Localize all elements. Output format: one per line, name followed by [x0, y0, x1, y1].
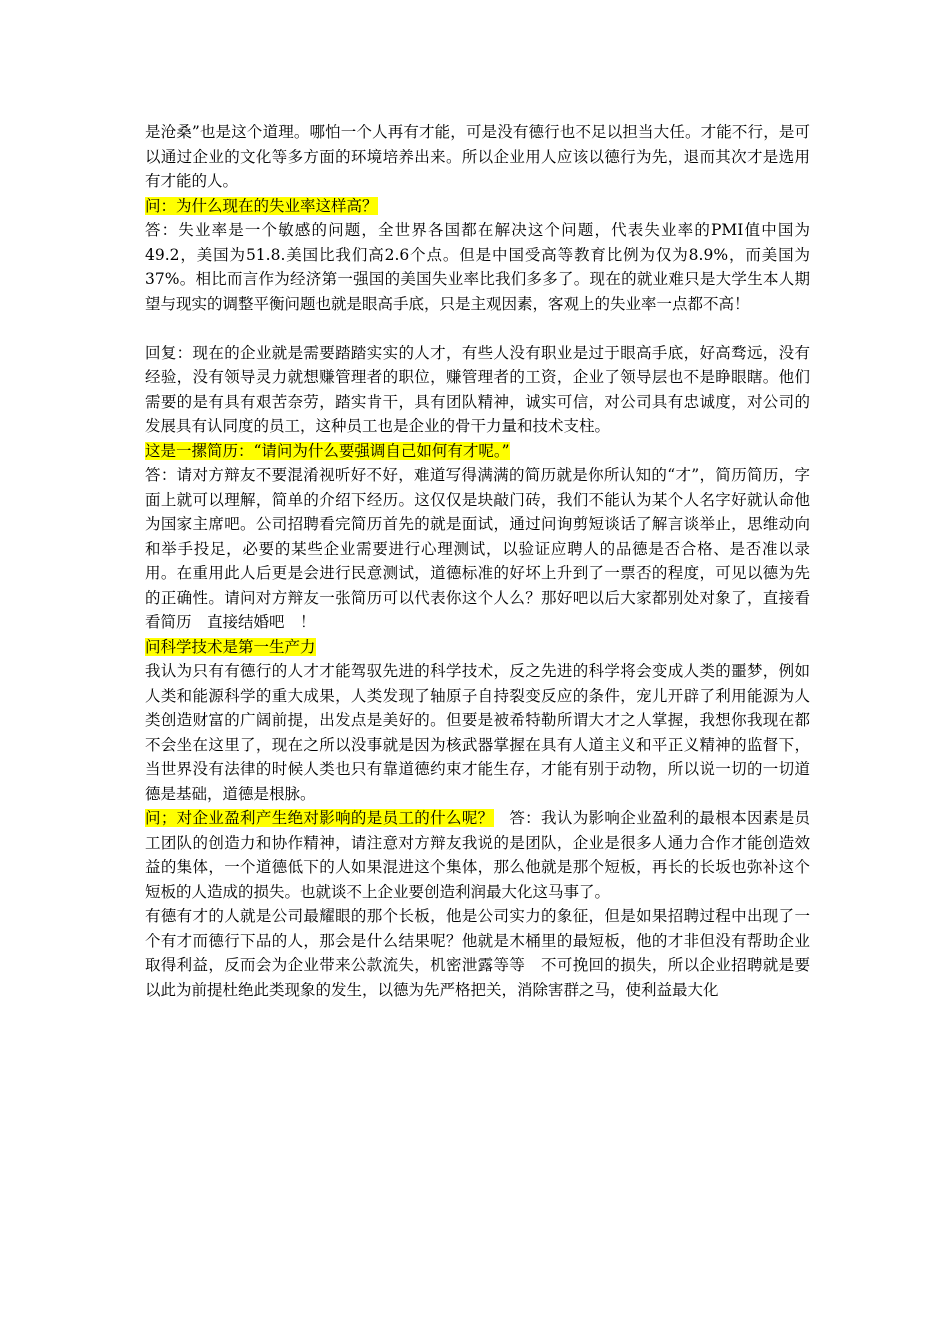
document-page [145, 120, 810, 1002]
paragraph-conclusion: 有德有才的人就是公司最耀眼的那个长板，他是公司实力的象征，但是如果招聘过程中出现了一个有才而德行下品的人，那会是什么结果呢？他就是木桶里的最短板，他的才非但没有帮助企业取得利益，反而会为企业带来公款流失，机密泄露等等 不可挽回的损失，所以企业招聘就是要以此为前提杜绝此类现象的发生，以德为先严格把关，消除害群之马，使利益最大化 [145, 907, 810, 999]
question-unemployment [145, 194, 810, 219]
question-technology [145, 635, 810, 660]
paragraph-intro: 是沧桑”也是这个道理。哪怕一个人再有才能，可是没有德行也不足以担当大任。才能不行，是可以通过企业的文化等多方面的环境培养出来。所以企业用人应该以德行为先，退而其次才是选用有才能的人。 [145, 123, 810, 190]
answer-unemployment: 答：失业率是一个敏感的问题，全世界各国都在解决这个问题，代表失业率的PMI值中国为49.2，美国为51.8.美国比我们高2.6个点。但是中国受高等教育比例为仅为8.9%，而美国为37%。相比而言作为经济第一强国的美国失业率比我们多多了。现在的就业难只是大学生本人期望与现实的调整平衡问题也就是眼高手底，只是主观因素，客观上的失业率一点都不高！ [145, 221, 810, 313]
question-profit [145, 806, 810, 904]
blank-line [145, 316, 810, 341]
question-technology-highlight: 问科学技术是第一生产力 [145, 637, 316, 656]
reply-paragraph: 回复：现在的企业就是需要踏踏实实的人才，有些人没有职业是过于眼高手底，好高骛远，没有经验，没有领导灵力就想赚管理者的职位，赚管理者的工资，企业了领导层也不是睁眼瞎。他们需要的是有具有艰苦奈劳，踏实肯干，具有团队精神，诚实可信，对公司具有忠诚度，对公司的发展具有认同度的员工，这种员工也是企业的骨干力量和技术支柱。 [145, 343, 810, 435]
answer-resume: 答：请对方辩友不要混淆视听好不好，难道写得满满的简历就是你所认知的“才”，简历简历，字面上就可以理解，简单的介绍下经历。这仅仅是块敲门砖，我们不能认为某个人名字好就认命他为国家主席吧。公司招聘看完简历首先的就是面试，通过问询剪短谈话了解言谈举止，思维动向和举手投足，必要的某些企业需要进行心理测试，以验证应聘人的品德是否合格、是否准以录用。在重用此人后更是会进行民意测试，道德标准的好坏上升到了一票否的程度，可见以德为先的正确性。请问对方辩友一张简历可以代表你这个人么？那好吧以后大家都别处对象了，直接看看简历 直接结婚吧 ！ [145, 466, 810, 631]
question-resume-highlight: 这是一摞简历：“请问为什么要强调自己如何有才呢。” [145, 441, 510, 460]
answer-profit: 答：我认为影响企业盈利的最根本因素是员工团队的创造力和协作精神，请注意对方辩友我说的是团队，企业是很多人通力合作才能创造效益的集体，一个道德低下的人如果混进这个集体，那么他就是那个短板，再长的长坂也弥补这个短板的人造成的损失。也就谈不上企业要创造利润最大化这马事了。 [145, 809, 810, 901]
answer-technology: 我认为只有有德行的人才才能驾驭先进的科学技术，反之先进的科学将会变成人类的噩梦，例如人类和能源科学的重大成果，人类发现了轴原子自持裂变反应的条件，宠儿开辟了利用能源为人类创造财富的广阔前提，出发点是美好的。但要是被希特勒所谓大才之人掌握，我想你我现在都不会坐在这里了，现在之所以没事就是因为核武器掌握在具有人道主义和平正义精神的监督下，当世界没有法律的时候人类也只有靠道德约束才能生存，才能有别于动物，所以说一切的一切道德是基础，道德是根脉。 [145, 662, 810, 803]
question-unemployment-highlight: 问：为什么现在的失业率这样高？ [145, 196, 378, 215]
question-profit-highlight: 问；对企业盈利产生绝对影响的是员工的什么呢？ [145, 809, 494, 827]
question-resume [145, 439, 810, 464]
